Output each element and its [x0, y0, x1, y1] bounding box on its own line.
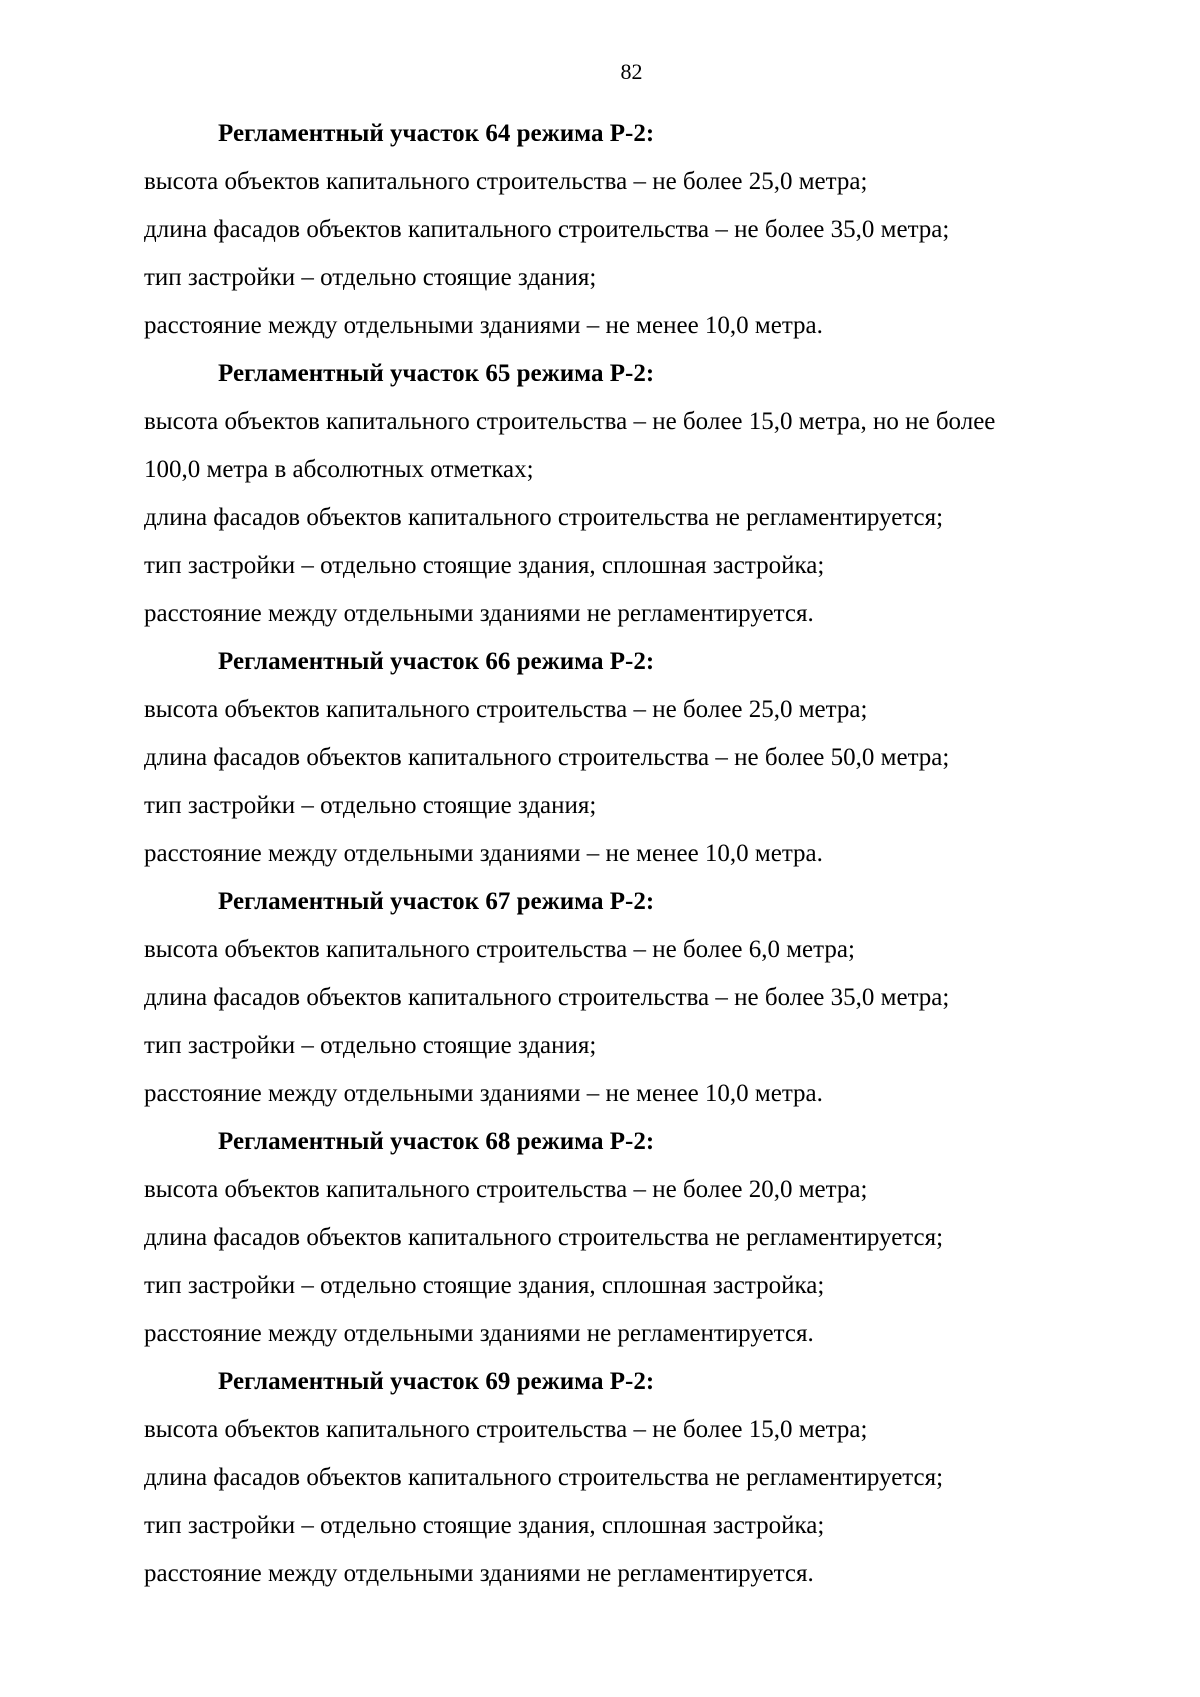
regulation-line: длина фасадов объектов капитального строительства – не более 50,0 метра; — [144, 744, 950, 771]
regulation-line: высота объектов капитального строительства – не более 25,0 метра; — [144, 696, 868, 723]
regulation-section — [144, 1358, 1154, 1598]
regulation-section — [144, 350, 1154, 638]
regulation-section — [144, 638, 1154, 878]
section-heading: Регламентный участок 65 режима Р-2: — [218, 360, 655, 387]
regulation-line: 100,0 метра в абсолютных отметках; — [144, 456, 534, 483]
regulation-line: длина фасадов объектов капитального строительства не регламентируется; — [144, 504, 944, 531]
regulation-section — [144, 1118, 1154, 1358]
section-heading: Регламентный участок 69 режима Р-2: — [218, 1368, 655, 1395]
regulation-line: длина фасадов объектов капитального строительства – не более 35,0 метра; — [144, 984, 950, 1011]
regulation-section — [144, 110, 1154, 350]
regulation-line: высота объектов капитального строительства – не более 6,0 метра; — [144, 936, 855, 963]
regulation-line: тип застройки – отдельно стоящие здания, сплошная застройка; — [144, 552, 825, 579]
document-body — [144, 110, 1154, 1598]
regulation-line: длина фасадов объектов капитального строительства – не более 35,0 метра; — [144, 216, 950, 243]
regulation-line: высота объектов капитального строительства – не более 25,0 метра; — [144, 168, 868, 195]
regulation-line: расстояние между отдельными зданиями не регламентируется. — [144, 1560, 814, 1587]
regulation-line: расстояние между отдельными зданиями не регламентируется. — [144, 1320, 814, 1347]
regulation-line: высота объектов капитального строительства – не более 15,0 метра; — [144, 1416, 868, 1443]
regulation-line: тип застройки – отдельно стоящие здания; — [144, 264, 597, 291]
regulation-line: высота объектов капитального строительства – не более 15,0 метра, но не более — [144, 408, 996, 435]
regulation-line: расстояние между отдельными зданиями не регламентируется. — [144, 600, 814, 627]
regulation-line: длина фасадов объектов капитального строительства не регламентируется; — [144, 1224, 944, 1251]
section-heading: Регламентный участок 67 режима Р-2: — [218, 888, 655, 915]
section-heading: Регламентный участок 68 режима Р-2: — [218, 1128, 655, 1155]
regulation-line: расстояние между отдельными зданиями – не менее 10,0 метра. — [144, 840, 823, 867]
regulation-line: тип застройки – отдельно стоящие здания, сплошная застройка; — [144, 1512, 825, 1539]
page-number: 82 — [620, 59, 643, 84]
regulation-line: расстояние между отдельными зданиями – не менее 10,0 метра. — [144, 312, 823, 339]
regulation-line: высота объектов капитального строительства – не более 20,0 метра; — [144, 1176, 868, 1203]
regulation-line: длина фасадов объектов капитального строительства не регламентируется; — [144, 1464, 944, 1491]
section-heading: Регламентный участок 66 режима Р-2: — [218, 648, 655, 675]
regulation-section — [144, 878, 1154, 1118]
regulation-line: тип застройки – отдельно стоящие здания; — [144, 1032, 597, 1059]
regulation-line: расстояние между отдельными зданиями – не менее 10,0 метра. — [144, 1080, 823, 1107]
regulation-line: тип застройки – отдельно стоящие здания; — [144, 792, 597, 819]
regulation-line: тип застройки – отдельно стоящие здания, сплошная застройка; — [144, 1272, 825, 1299]
section-heading: Регламентный участок 64 режима Р-2: — [218, 120, 655, 147]
